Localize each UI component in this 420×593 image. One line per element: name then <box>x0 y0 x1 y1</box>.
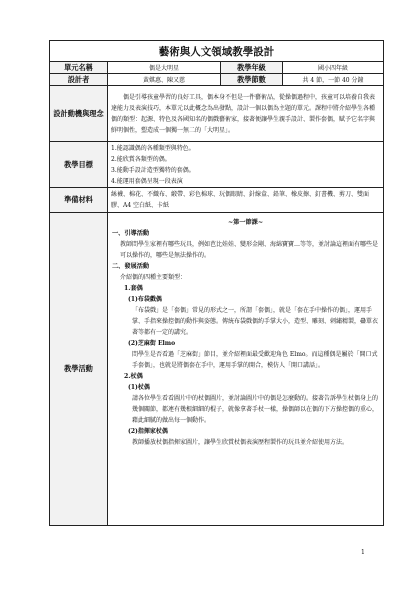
materials-text: 絲襪、棉花、不織布、緞帶、彩色棉球、玩偶眼睛、針線盒、鉛筆、橡皮擦、釘書機、剪刀、雙面膠、A4 空白紙、卡紙 <box>108 188 384 213</box>
activities-label: 教學活動 <box>50 213 108 526</box>
rod-puppet-sub-heading: (1)杖偶 <box>128 384 150 391</box>
hand-puppet-heading: (1)布袋戲偶 <box>128 296 162 303</box>
hand-puppet-text: 「布袋戲」是「套偶」常見的形式之一，所謂「套偶」，就是「套在手中操作的偶」，運用手掌、手指來操控偶的動作與姿態。傳統布袋戲偶約手掌大小，造型、雕刻、刺繡精製，蠱單衣著等都有一定的講究。 <box>132 307 379 336</box>
development-intro-text: 介紹偶的四種主要類型： <box>120 274 187 281</box>
section-title: ~第一節課~ <box>227 219 264 226</box>
elmo-text: 問學生是否看過「芝麻街」節目，並介紹裡面最受歡迎角色 Elmo。而這種偶是屬於「開口式手套偶」，也就是將偶套在手中，運用手掌的開合，模仿人「開口講話」。 <box>132 351 378 369</box>
grade-value: 國小四年級 <box>283 62 384 74</box>
intro-activity-heading: 一、引導活動 <box>112 230 150 237</box>
grade-label: 教學年級 <box>221 62 283 74</box>
goals-label: 教學目標 <box>50 142 108 188</box>
goal-item: 1.能認識偶的各種類型與特色。 <box>111 144 195 152</box>
lesson-plan-table <box>49 40 384 526</box>
designer-value: 黃娸惠、陳又慈 <box>108 74 221 86</box>
motivation-label: 設計動機與理念 <box>50 86 108 142</box>
goal-item: 3.能動手設計造型獨特的套偶。 <box>111 166 195 174</box>
unit-name-label: 單元名稱 <box>50 62 108 74</box>
rod-puppet-text: 請各位學生看看圖片中的杖偶圖片，並討論圖片中的偶是怎麼動的。接著告訴學生杖偶身上的幾個關節，都連有幾根細細的棍子，就像拿著手杖一樣，操偶師以在偶的下方操控偶的重心，藉此細膩的做出每一個動作。 <box>132 395 379 424</box>
periods-label: 教學節數 <box>221 74 283 86</box>
conductor-puppet-heading: (2)指揮家杖偶 <box>128 428 168 435</box>
designer-label: 設計者 <box>50 74 108 86</box>
intro-activity-text: 教師問學生家裡有哪些玩具，例如芭比娃娃、變形金剛、海綿寶寶…等等，並討論這裡面有哪些是可以操作的，哪些是無法操作的。 <box>120 241 379 259</box>
unit-name-value: 偶是大明星 <box>108 62 221 74</box>
elmo-heading: (2)芝麻街 Elmo <box>128 340 176 347</box>
document-title: 藝術與人文領域教學設計 <box>50 41 384 62</box>
activities-content <box>108 213 384 526</box>
page-number: 1 <box>361 549 365 556</box>
goal-item: 2.能欣賞各類型的偶。 <box>111 155 171 163</box>
goal-item: 4.能運用套偶呈現一段表演 <box>111 177 183 185</box>
development-activity-heading: 二、發展活動 <box>112 263 150 270</box>
periods-value: 共 4 節，一節 40 分鐘 <box>283 74 384 86</box>
glove-puppet-heading: 1.套偶 <box>124 285 143 292</box>
rod-puppet-heading: 2.杖偶 <box>124 373 143 380</box>
motivation-text: 偶是引導孩童學習的良好工具，偶本身不但是一件藝術品，從操偶過程中，孩童可以培養自我表達能力及表演技巧，本單元以此概念為出發點，設計一個以偶為主題的單元。課程中將介紹學生各種偶的類型：起源、特色及各國知名的偶戲藝術家，接著便讓學生親手設計、製作套偶，賦予它名字與鮮明個性，塑造成一個獨一無二的「大明星」。 <box>108 86 384 142</box>
conductor-puppet-text: 教師播放杖偶指揮家圖片，讓學生欣賞杖偶表演歷程製作的玩具並介紹使用方法。 <box>132 439 349 446</box>
lesson-plan-sheet <box>49 40 383 526</box>
goals-list <box>108 142 384 188</box>
materials-label: 準備材料 <box>50 188 108 213</box>
